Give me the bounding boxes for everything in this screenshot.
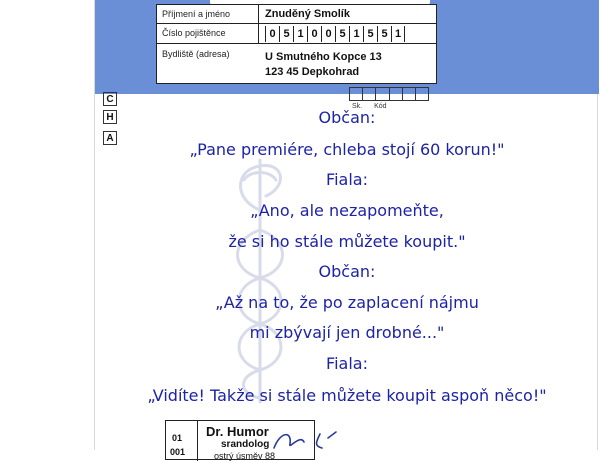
dialogue-line: že si ho stále můžete koupit." <box>228 232 466 251</box>
patient-info-box <box>156 4 437 84</box>
dialogue-line: „Až na to, že po zaplacení nájmu <box>215 293 479 312</box>
code-box <box>349 87 429 101</box>
name-row <box>157 5 436 24</box>
dialogue-line: Fiala: <box>326 170 368 189</box>
insurance-digit: 5 <box>377 26 391 42</box>
stamp-number-column <box>166 421 198 461</box>
stamp-number-2: 001 <box>170 447 186 457</box>
code-cell <box>415 88 428 100</box>
dialogue-line: Občan: <box>318 108 376 127</box>
insurance-digits <box>265 26 405 42</box>
dialogue-line: „Ano, ale nezapomeňte, <box>250 201 444 220</box>
cha-box-c: C <box>103 92 117 106</box>
name-value: Znuděný Smolík <box>265 8 350 20</box>
dialogue-line: Občan: <box>318 262 376 281</box>
insurance-label: Číslo pojištěnce <box>162 28 226 38</box>
dialogue-line: mi zbývají jen drobné..." <box>249 323 445 342</box>
stamp-number-1: 01 <box>172 433 183 443</box>
dialogue-line: Fiala: <box>326 354 368 373</box>
code-label-sk: Sk. <box>352 103 363 110</box>
insurance-digit: 1 <box>349 26 363 42</box>
insurance-digit: 0 <box>321 26 335 42</box>
stamp-doctor-name: Dr. Humor <box>206 424 269 439</box>
code-label-kod: Kód <box>374 103 387 110</box>
code-cell <box>350 88 362 100</box>
code-cell <box>375 88 388 100</box>
cha-box-h: H <box>103 110 117 124</box>
code-cell <box>389 88 402 100</box>
code-cell <box>362 88 375 100</box>
stamp-doctor-role: srandolog <box>221 439 270 450</box>
signature-scribble <box>270 428 340 450</box>
code-cell <box>402 88 415 100</box>
insurance-digit: 1 <box>391 26 405 42</box>
insurance-row <box>157 24 436 44</box>
stamp-address: ostrý úsměv 88 <box>214 451 276 461</box>
address-row <box>157 44 436 85</box>
address-line-2: 123 45 Depkohrad <box>265 66 360 78</box>
dialogue-line: „Pane premiére, chleba stojí 60 korun!" <box>189 140 505 159</box>
insurance-digit: 0 <box>265 26 279 42</box>
insurance-digit: 5 <box>335 26 349 42</box>
insurance-digit: 5 <box>279 26 293 42</box>
insurance-digit: 0 <box>307 26 321 42</box>
cha-box-a: A <box>103 131 117 145</box>
address-line-1: U Smutného Kopce 13 <box>265 51 382 63</box>
name-label: Příjmení a jméno <box>162 9 231 19</box>
dialogue-line: „Vidíte! Takže si stále můžete koupit aspoň něco!" <box>147 386 547 405</box>
insurance-digit: 1 <box>293 26 307 42</box>
insurance-digit: 5 <box>363 26 377 42</box>
address-label: Bydliště (adresa) <box>162 49 230 59</box>
